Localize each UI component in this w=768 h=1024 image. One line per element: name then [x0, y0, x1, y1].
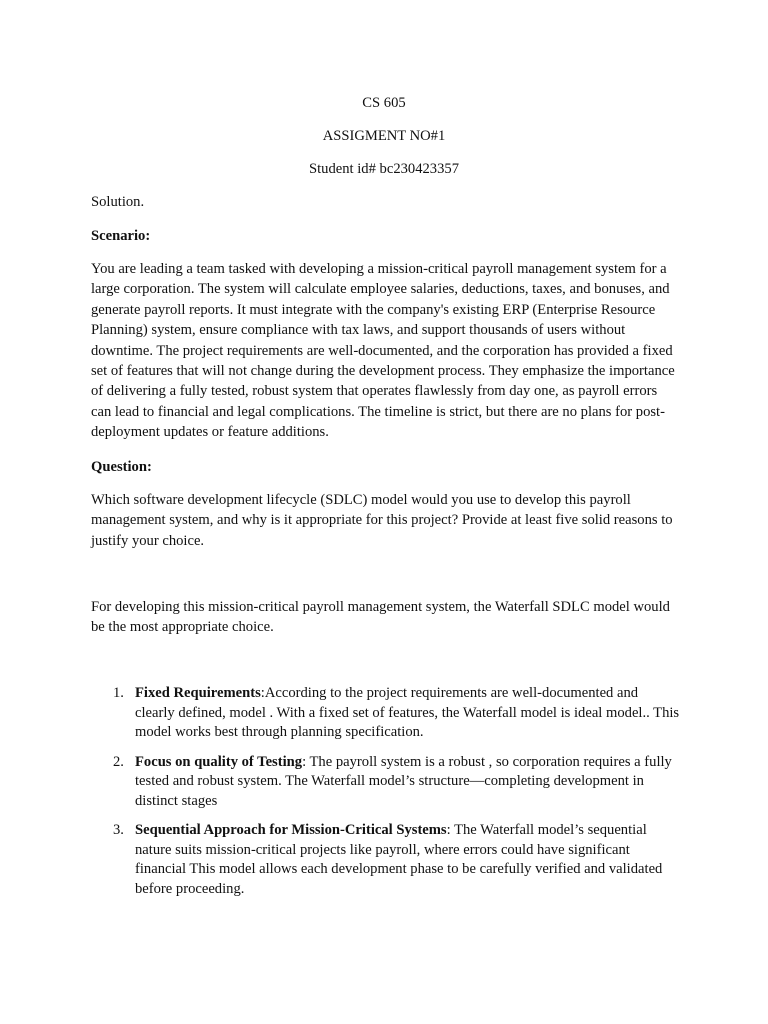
scenario-paragraph: You are leading a team tasked with developing a mission-critical payroll management system for a large corporation. The system will calculate employee salaries, deductions, taxes, and bonuses, and generate payroll reports. It must integrate with the company's existing ERP (Enterprise Resource Planning) system, ensure compliance with tax laws, and support thousands of users without downtime. The project requirements are well-documented, and the corporation has provided a fixed set of features that will not change during the development process. They emphasize the importance of delivering a fully tested, robust system that operates flawlessly from day one, as payroll errors can lead to financial and legal complications. The timeline is strict, but there are no plans for post-deployment updates or feature additions. — [91, 261, 675, 441]
reason-separator: : — [446, 822, 455, 838]
reason-title: Sequential Approach for Mission-Critical Systems — [135, 822, 447, 838]
list-item — [91, 684, 681, 743]
question-paragraph: Which software development lifecycle (SDLC) model would you use to develop this payroll management system, and why is it appropriate for this project? Provide at least five solid reasons to justify your choice. — [91, 492, 673, 549]
list-number: 3. — [113, 822, 124, 838]
reason-text: The payroll system is a robust , so corporation requires a fully tested and robust system. The Waterfall model’s structure—completing development in distinct stages — [135, 753, 672, 809]
scenario-heading: Scenario: — [91, 228, 151, 244]
reason-separator: : — [260, 685, 265, 701]
question-heading: Question: — [91, 459, 152, 475]
reasons-list — [91, 684, 681, 909]
reason-text: The Waterfall model’s sequential nature suits mission-critical projects like payroll, where errors could have significant financial This model allows each development phase to be carefully verified and validated before proceeding. — [135, 822, 663, 897]
reason-text: According to the project requirements are well-documented and clearly defined, model . With a fixed set of features, the Waterfall model is ideal model.. This model works best through planning specification. — [135, 685, 680, 740]
reason-title: Focus on quality of Testing — [135, 753, 303, 770]
answer-intro: For developing this mission-critical payroll management system, the Waterfall SDLC model would be the most appropriate choice. — [91, 599, 670, 636]
reason-separator: : — [302, 753, 310, 770]
list-item — [91, 753, 681, 812]
course-code: CS 605 — [362, 95, 406, 111]
solution-label: Solution. — [91, 194, 145, 210]
student-id: Student id# bc230423357 — [309, 161, 459, 177]
list-item — [91, 821, 681, 899]
assignment-title: ASSIGMENT NO#1 — [322, 128, 446, 144]
reason-title: Fixed Requirements — [135, 685, 261, 701]
list-number: 2. — [113, 753, 124, 770]
list-number: 1. — [113, 685, 124, 701]
